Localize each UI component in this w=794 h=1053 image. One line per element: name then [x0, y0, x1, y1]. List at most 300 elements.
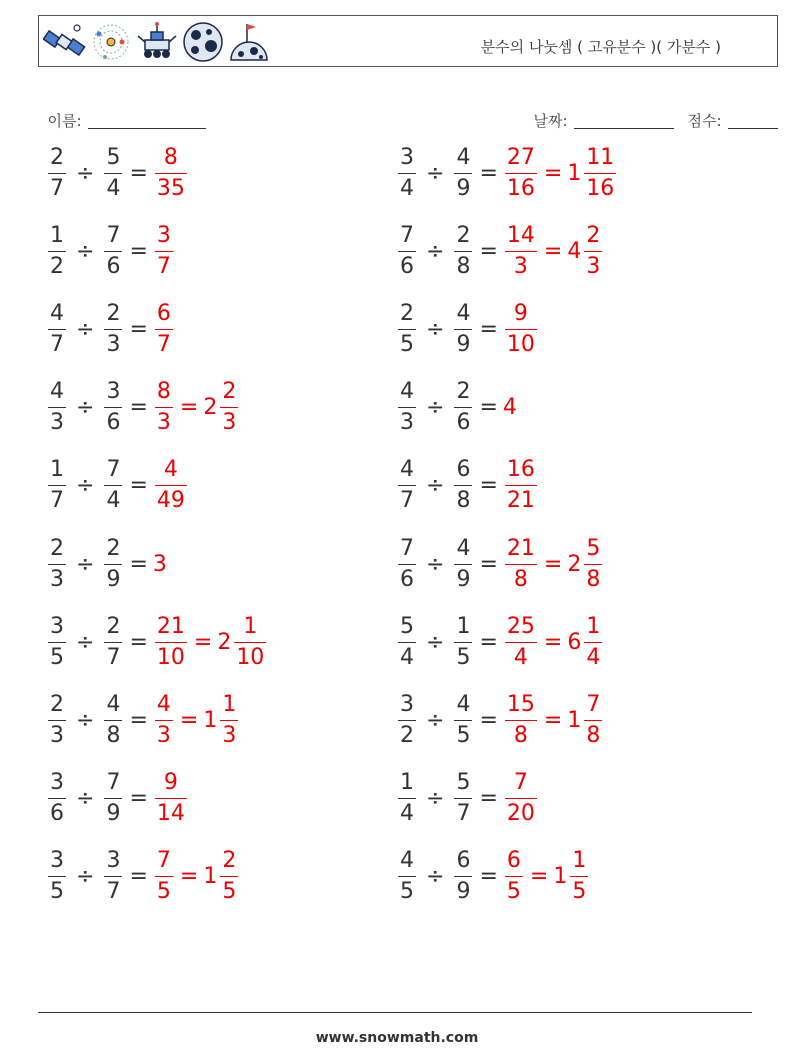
divisor-fraction: [104, 144, 122, 201]
answer-fraction-numerator: 21: [506, 535, 535, 561]
answer-equals-sign: =: [179, 395, 199, 421]
answer-fraction-numerator: 6: [156, 300, 171, 326]
divide-sign: ÷: [76, 316, 95, 342]
answer-fraction-denominator: 16: [506, 175, 535, 201]
equals-sign: =: [129, 786, 148, 812]
equals-sign: =: [479, 629, 498, 655]
fraction-bar: [398, 407, 416, 408]
divide-sign: ÷: [426, 238, 445, 264]
divide-sign: ÷: [426, 473, 445, 499]
divisor-fraction-denominator: 9: [456, 879, 471, 905]
answer-fraction: [155, 691, 173, 748]
divisor-fraction-denominator: 9: [106, 566, 121, 592]
answer-fraction-denominator: 8: [513, 722, 528, 748]
answer-fraction-numerator: 15: [506, 691, 535, 717]
fraction-bar: [505, 329, 537, 330]
answer-fraction-denominator: 7: [156, 331, 171, 357]
fraction-bar: [454, 407, 472, 408]
answer: [153, 613, 268, 670]
dividend-fraction: [48, 300, 66, 357]
fraction-bar: [505, 173, 537, 174]
dividend-fraction-numerator: 3: [400, 691, 414, 717]
answer-equals-sign: =: [543, 160, 563, 186]
fraction-bar: [220, 407, 238, 408]
mixed-fraction: [584, 691, 602, 748]
mixed-fraction-numerator: 2: [586, 222, 601, 248]
dividend-fraction: [398, 613, 416, 670]
answer: [503, 395, 517, 420]
dividend-fraction: [398, 772, 416, 825]
mixed-fraction: [234, 613, 266, 670]
fraction-bar: [398, 798, 416, 799]
dividend-fraction-denominator: 3: [50, 410, 64, 436]
dividend-fraction-denominator: 2: [50, 253, 64, 279]
dividend-fraction-numerator: 1: [50, 222, 64, 248]
problem-row: [46, 766, 189, 832]
fraction-bar: [104, 173, 122, 174]
mixed-fraction-denominator: 3: [222, 722, 237, 748]
problem-row: [396, 453, 539, 519]
equals-sign: =: [129, 629, 148, 655]
fraction-bar: [48, 173, 66, 174]
mixed-fraction: [220, 381, 238, 434]
divide-sign: ÷: [76, 707, 95, 733]
dividend-fraction-denominator: 6: [50, 801, 64, 827]
problem-row: [396, 766, 539, 832]
fraction-bar: [398, 564, 416, 565]
mixed-fraction-denominator: 3: [586, 253, 601, 279]
answer-fraction: [505, 613, 537, 670]
equals-sign: =: [479, 707, 498, 733]
problem-row: [46, 609, 268, 675]
divide-sign: ÷: [426, 786, 445, 812]
problem-row: [46, 218, 175, 284]
planet-icon: [181, 20, 225, 64]
mixed-fraction: [570, 850, 588, 903]
equals-sign: =: [129, 864, 148, 890]
mixed-fraction: [584, 144, 616, 201]
fraction-bar: [505, 642, 537, 643]
answer: [153, 772, 189, 825]
dividend-fraction-numerator: 7: [400, 222, 414, 248]
fraction-bar: [584, 720, 602, 721]
mixed-fraction-denominator: 10: [236, 644, 265, 670]
dividend-fraction: [398, 381, 416, 434]
answer-equals-sign: =: [193, 629, 213, 655]
answer-fraction-numerator: 25: [506, 613, 535, 639]
dividend-fraction: [398, 850, 416, 903]
answer-fraction: [155, 300, 173, 357]
equals-sign: =: [129, 238, 148, 264]
answer-whole: 4: [502, 395, 517, 421]
divide-sign: ÷: [76, 551, 95, 577]
fraction-bar: [155, 642, 187, 643]
footer-divider: [38, 1012, 752, 1013]
fraction-bar: [398, 485, 416, 486]
name-blank[interactable]: [88, 110, 206, 129]
divisor-fraction-numerator: 1: [456, 613, 471, 639]
score-field: [678, 92, 778, 131]
problem-row: [46, 531, 167, 597]
answer-fraction: [505, 850, 523, 903]
answer-fraction: [505, 144, 537, 201]
dividend-fraction-denominator: 6: [400, 566, 414, 592]
mixed-whole: 2: [217, 629, 232, 655]
divisor-fraction: [104, 381, 122, 434]
mixed-whole: 1: [203, 864, 218, 890]
fraction-bar: [398, 173, 416, 174]
divide-sign: ÷: [426, 707, 445, 733]
answer-fraction-numerator: 9: [163, 770, 178, 796]
dividend-fraction-numerator: 2: [50, 144, 64, 170]
answer-fraction: [505, 222, 537, 279]
dividend-fraction: [48, 772, 66, 825]
answer: [503, 535, 604, 592]
dividend-fraction-numerator: 3: [400, 144, 414, 170]
answer-equals-sign: =: [179, 864, 199, 890]
fraction-bar: [155, 485, 187, 486]
answer: [503, 459, 539, 512]
mixed-fraction-numerator: 1: [572, 848, 587, 874]
dividend-fraction-denominator: 6: [400, 253, 414, 279]
divide-sign: ÷: [76, 238, 95, 264]
divisor-fraction-numerator: 3: [106, 379, 121, 405]
dividend-fraction-denominator: 5: [400, 879, 414, 905]
answer-fraction-denominator: 3: [156, 410, 171, 436]
divisor-fraction: [454, 535, 472, 592]
mixed-whole: 1: [567, 160, 582, 186]
dividend-fraction-numerator: 3: [50, 613, 64, 639]
fraction-bar: [505, 564, 537, 565]
problem-row: [46, 140, 189, 206]
date-label: 날짜:: [533, 112, 568, 130]
fraction-bar: [48, 720, 66, 721]
dividend-fraction-numerator: 4: [400, 848, 414, 874]
dividend-fraction-numerator: 4: [50, 300, 64, 326]
answer-fraction-denominator: 3: [156, 722, 171, 748]
dividend-fraction-denominator: 7: [50, 175, 64, 201]
fraction-bar: [454, 798, 472, 799]
dividend-fraction-denominator: 5: [400, 331, 414, 357]
mixed-fraction-numerator: 11: [586, 144, 615, 170]
fraction-bar: [104, 798, 122, 799]
answer-fraction-numerator: 14: [506, 222, 535, 248]
divisor-fraction-denominator: 4: [106, 175, 121, 201]
equals-sign: =: [479, 160, 498, 186]
moon-flag-icon: [227, 20, 271, 64]
dividend-fraction-numerator: 4: [400, 457, 414, 483]
fraction-bar: [234, 642, 266, 643]
fraction-bar: [48, 798, 66, 799]
answer-fraction-denominator: 7: [156, 253, 171, 279]
equals-sign: =: [479, 551, 498, 577]
divisor-fraction-numerator: 7: [106, 770, 121, 796]
dividend-fraction-numerator: 5: [400, 613, 414, 639]
problem-row: [396, 531, 604, 597]
dividend-fraction-denominator: 3: [50, 722, 64, 748]
fraction-bar: [454, 720, 472, 721]
fraction-bar: [48, 251, 66, 252]
answer-fraction-denominator: 3: [513, 253, 528, 279]
fraction-bar: [155, 251, 173, 252]
dividend-fraction: [48, 613, 66, 670]
dividend-fraction-numerator: 1: [50, 457, 64, 483]
fraction-bar: [398, 642, 416, 643]
dividend-fraction: [48, 691, 66, 748]
dividend-fraction-numerator: 7: [400, 535, 414, 561]
divisor-fraction-numerator: 2: [456, 379, 471, 405]
divisor-fraction-denominator: 7: [456, 801, 471, 827]
divisor-fraction: [454, 381, 472, 434]
fraction-bar: [104, 876, 122, 877]
dividend-fraction-denominator: 5: [50, 879, 64, 905]
answer-fraction-numerator: 21: [156, 613, 185, 639]
answer: [153, 691, 240, 748]
mixed-fraction: [584, 222, 602, 279]
dividend-fraction-numerator: 2: [50, 535, 64, 561]
dividend-fraction-denominator: 5: [50, 644, 64, 670]
answer-equals-sign: =: [529, 864, 549, 890]
answer-fraction: [505, 535, 537, 592]
answer-fraction-denominator: 8: [513, 566, 528, 592]
divisor-fraction: [454, 613, 472, 670]
answer-fraction: [505, 459, 537, 512]
rover-icon: [135, 20, 179, 64]
fraction-bar: [104, 251, 122, 252]
divisor-fraction: [454, 459, 472, 512]
divisor-fraction-numerator: 6: [456, 848, 471, 874]
answer-fraction-numerator: 8: [156, 379, 171, 405]
divisor-fraction-numerator: 4: [106, 691, 121, 717]
fraction-bar: [505, 251, 537, 252]
answer-fraction-numerator: 7: [156, 848, 171, 874]
fraction-bar: [48, 485, 66, 486]
dividend-fraction: [48, 381, 66, 434]
fraction-bar: [104, 329, 122, 330]
divide-sign: ÷: [76, 786, 95, 812]
divide-sign: ÷: [76, 864, 95, 890]
fraction-bar: [454, 251, 472, 252]
dividend-fraction-numerator: 4: [50, 379, 64, 405]
answer-fraction: [505, 691, 537, 748]
answer-equals-sign: =: [543, 551, 563, 577]
answer-fraction: [505, 300, 537, 357]
name-label: 이름:: [47, 112, 82, 130]
answer-fraction-denominator: 10: [506, 331, 535, 357]
problem-row: [396, 687, 604, 753]
divide-sign: ÷: [76, 160, 95, 186]
equals-sign: =: [479, 473, 498, 499]
equals-sign: =: [479, 316, 498, 342]
equals-sign: =: [129, 395, 148, 421]
divisor-fraction-denominator: 4: [106, 488, 121, 514]
divide-sign: ÷: [76, 473, 95, 499]
divisor-fraction-numerator: 4: [456, 691, 471, 717]
mixed-whole: 1: [567, 707, 582, 733]
answer-fraction: [155, 772, 187, 825]
answer: [503, 144, 618, 201]
answer: [503, 772, 539, 825]
answer-fraction-numerator: 6: [506, 848, 521, 874]
divisor-fraction-numerator: 6: [456, 457, 471, 483]
dividend-fraction: [398, 535, 416, 592]
answer-fraction-numerator: 7: [513, 770, 528, 796]
answer: [503, 691, 604, 748]
mixed-fraction: [220, 691, 238, 748]
dividend-fraction-denominator: 3: [400, 410, 414, 436]
divisor-fraction-numerator: 4: [456, 300, 471, 326]
divisor-fraction-numerator: 7: [106, 457, 121, 483]
divisor-fraction: [454, 850, 472, 903]
fraction-bar: [48, 876, 66, 877]
fraction-bar: [155, 329, 173, 330]
divisor-fraction: [454, 772, 472, 825]
divisor-fraction-denominator: 6: [106, 410, 121, 436]
divisor-fraction-numerator: 5: [456, 770, 471, 796]
satellite-icon: [43, 20, 87, 64]
fraction-bar: [398, 876, 416, 877]
fraction-bar: [454, 564, 472, 565]
dividend-fraction-denominator: 7: [50, 488, 64, 514]
fraction-bar: [155, 173, 187, 174]
answer-fraction-denominator: 21: [506, 488, 535, 514]
mixed-fraction: [584, 535, 602, 592]
divisor-fraction-denominator: 9: [456, 331, 471, 357]
divisor-fraction-numerator: 4: [456, 535, 471, 561]
dividend-fraction-numerator: 2: [400, 300, 414, 326]
worksheet-title: 분수의 나눗셈 ( 고유분수 )( 가분수 ): [480, 38, 721, 56]
problem-row: [396, 296, 539, 362]
answer-fraction-denominator: 10: [156, 644, 185, 670]
divisor-fraction-denominator: 8: [456, 488, 471, 514]
answer-fraction-numerator: 27: [506, 144, 535, 170]
fraction-bar: [454, 642, 472, 643]
mixed-fraction-denominator: 16: [586, 175, 615, 201]
divisor-fraction: [104, 850, 122, 903]
problem-row: [396, 140, 618, 206]
dividend-fraction: [48, 535, 66, 592]
equals-sign: =: [479, 238, 498, 264]
mixed-fraction-numerator: 1: [586, 613, 601, 639]
equals-sign: =: [129, 160, 148, 186]
answer-fraction: [155, 381, 173, 434]
answer-fraction: [155, 144, 187, 201]
problem-row: [46, 844, 240, 910]
answer-equals-sign: =: [543, 707, 563, 733]
dividend-fraction-denominator: 2: [400, 722, 414, 748]
divisor-fraction-numerator: 7: [106, 222, 121, 248]
score-label: 점수:: [687, 112, 722, 130]
fraction-bar: [398, 329, 416, 330]
fraction-bar: [104, 485, 122, 486]
divisor-fraction-denominator: 8: [106, 722, 121, 748]
problem-row: [396, 844, 590, 910]
answer: [503, 613, 604, 670]
mixed-fraction-denominator: 4: [586, 644, 601, 670]
answer: [153, 222, 175, 279]
answer: [153, 552, 167, 577]
problem-row: [46, 375, 240, 441]
divisor-fraction: [454, 691, 472, 748]
divisor-fraction-denominator: 9: [456, 175, 471, 201]
fraction-bar: [584, 251, 602, 252]
header-icons: [43, 20, 271, 64]
dividend-fraction: [398, 300, 416, 357]
answer-fraction-numerator: 3: [156, 222, 171, 248]
fraction-bar: [104, 642, 122, 643]
answer-fraction-denominator: 4: [513, 644, 528, 670]
mixed-fraction-denominator: 8: [586, 722, 601, 748]
fraction-bar: [48, 642, 66, 643]
score-blank[interactable]: [728, 110, 778, 129]
answer-fraction: [155, 850, 173, 903]
mixed-fraction-numerator: 1: [222, 691, 237, 717]
divisor-fraction-denominator: 5: [456, 644, 471, 670]
dividend-fraction-denominator: 4: [400, 175, 414, 201]
dividend-fraction: [398, 459, 416, 512]
divide-sign: ÷: [426, 551, 445, 577]
answer: [153, 459, 189, 512]
answer-fraction: [155, 459, 187, 512]
answer-fraction-numerator: 16: [506, 457, 535, 483]
divisor-fraction: [454, 144, 472, 201]
fraction-bar: [454, 876, 472, 877]
header-box: [38, 15, 778, 67]
divisor-fraction-numerator: 2: [106, 300, 121, 326]
dividend-fraction: [48, 459, 66, 512]
divide-sign: ÷: [426, 395, 445, 421]
fraction-bar: [454, 329, 472, 330]
divisor-fraction-denominator: 8: [456, 253, 471, 279]
dividend-fraction-denominator: 7: [50, 331, 64, 357]
mixed-whole: 2: [567, 551, 582, 577]
mixed-whole: 1: [203, 707, 218, 733]
answer-fraction-denominator: 49: [156, 488, 185, 514]
dividend-fraction: [48, 144, 66, 201]
divisor-fraction-numerator: 2: [106, 613, 121, 639]
answer-equals-sign: =: [179, 707, 199, 733]
problem-row: [46, 687, 240, 753]
fraction-bar: [220, 876, 238, 877]
dividend-fraction-denominator: 7: [400, 488, 414, 514]
divide-sign: ÷: [426, 629, 445, 655]
answer-fraction: [505, 772, 537, 825]
dividend-fraction: [398, 691, 416, 748]
fraction-bar: [584, 173, 616, 174]
answer: [153, 144, 189, 201]
divisor-fraction-numerator: 4: [456, 144, 471, 170]
answer: [503, 300, 539, 357]
solar-system-icon: [89, 20, 133, 64]
divisor-fraction: [104, 772, 122, 825]
equals-sign: =: [129, 316, 148, 342]
problem-row: [46, 296, 175, 362]
fraction-bar: [48, 407, 66, 408]
mixed-fraction: [584, 613, 602, 670]
divisor-fraction: [454, 222, 472, 279]
problem-row: [396, 609, 604, 675]
mixed-fraction-denominator: 5: [572, 879, 587, 905]
problem-row: [396, 218, 604, 284]
mixed-fraction-numerator: 5: [586, 535, 601, 561]
divide-sign: ÷: [76, 395, 95, 421]
answer: [503, 222, 604, 279]
fraction-bar: [505, 720, 537, 721]
date-blank[interactable]: [574, 110, 674, 129]
fraction-bar: [505, 485, 537, 486]
fraction-bar: [220, 720, 238, 721]
problem-row: [396, 375, 517, 441]
